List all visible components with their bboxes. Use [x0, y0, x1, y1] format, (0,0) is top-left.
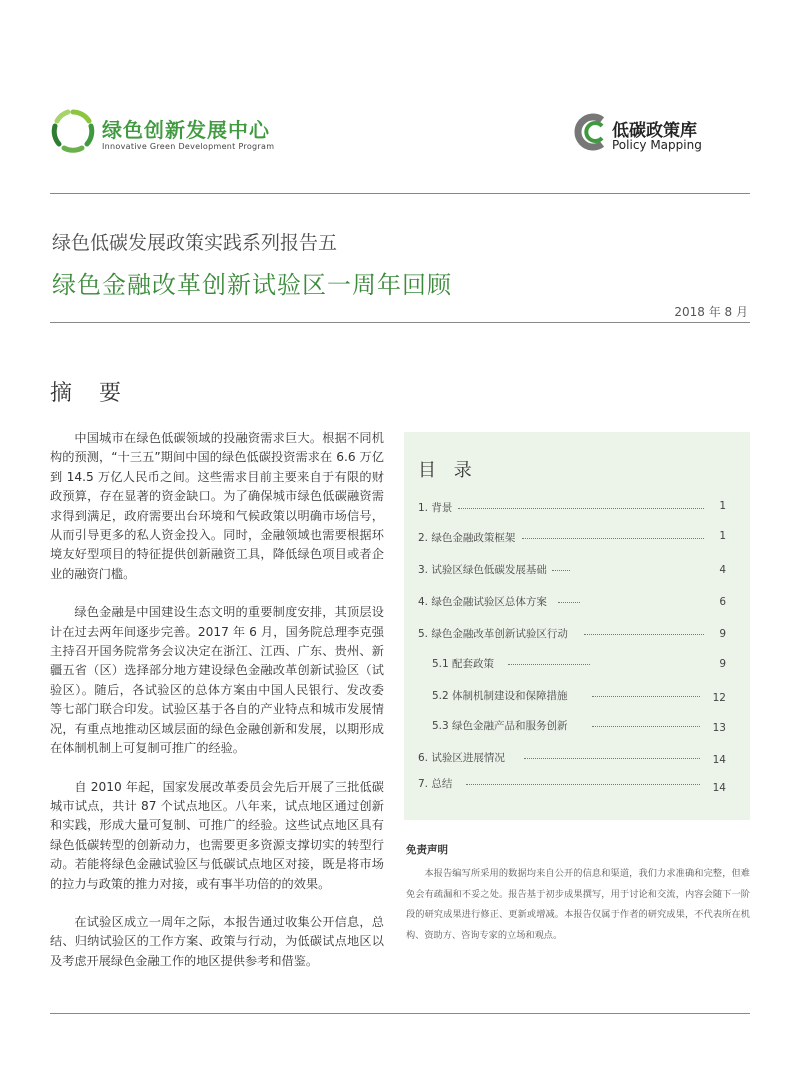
- toc-item[interactable]: [418, 718, 740, 734]
- abstract-body: [50, 429, 384, 990]
- toc-item-page: 4: [719, 564, 726, 576]
- toc-leader: [592, 726, 700, 727]
- toc-leader: [584, 634, 704, 635]
- brand-name-en: Policy Mapping: [612, 138, 702, 152]
- toc-item-label: 3. 试验区绿色低碳发展基础: [418, 562, 551, 577]
- brand-name-cn: 低碳政策库: [612, 121, 697, 141]
- toc-item-page: 14: [712, 782, 726, 794]
- toc-item-page: 1: [719, 530, 726, 542]
- toc-item-page: 13: [712, 722, 726, 734]
- org-name-cn: 绿色创新发展中心: [102, 118, 270, 142]
- toc-item-label: 5.2 体制机制建设和保障措施: [432, 688, 572, 703]
- org-logo-icon: [50, 108, 96, 154]
- footer-divider: [50, 1013, 750, 1014]
- policy-mapping-icon: [572, 112, 608, 152]
- disclaimer-text: 本报告编写所采用的数据均来自公开的信息和渠道，我们力求准确和完整，但难免会有疏漏和不妥之处。报告基于初步成果撰写，用于讨论和交流，内容会随下一阶段的研究成果进行修正、更新或增减。本报告仅属于作者的研究成果，不代表所在机构、资助方、咨询专家的立场和观点。: [406, 868, 750, 941]
- toc-item-label: 5.3 绿色金融产品和服务创新: [432, 718, 572, 733]
- toc-leader: [466, 784, 700, 785]
- table-of-contents: [404, 432, 750, 820]
- toc-leader: [552, 570, 570, 571]
- abstract-heading: 摘 要: [50, 381, 131, 406]
- toc-item-page: 12: [712, 692, 726, 704]
- toc-item-page: 9: [719, 628, 726, 640]
- main-title: 绿色金融改革创新试验区一周年回顾: [52, 271, 452, 299]
- toc-item-page: 6: [719, 596, 726, 608]
- org-logo: [50, 108, 290, 158]
- abstract-paragraph: 自 2010 年起，国家发展改革委员会先后开展了三批低碳城市试点，共计 87 个试点地区。八年来，试点地区通过创新和实践，形成大量可复制、可推广的经验。这些试点地区具有绿色低碳转型的创新动力，也需要更多资源支撑切实的转型行动。若能将绿色金融试验区与低碳试点地区对接，既是将市场的拉力与政策的推力对接，或有事半功倍的的效果。: [50, 779, 384, 891]
- report-date: 2018 年 8 月: [674, 305, 748, 319]
- toc-leader: [458, 508, 704, 509]
- toc-item[interactable]: [418, 594, 740, 610]
- toc-leader: [508, 664, 590, 665]
- toc-item[interactable]: [418, 776, 740, 792]
- toc-item-label: 1. 背景: [418, 500, 456, 515]
- title-divider: [50, 322, 750, 323]
- toc-item[interactable]: [418, 688, 740, 704]
- toc-item-page: 14: [712, 754, 726, 766]
- brand-logo: [572, 112, 752, 156]
- toc-item[interactable]: [418, 656, 740, 672]
- toc-leader: [592, 696, 700, 697]
- toc-item[interactable]: [418, 500, 740, 516]
- toc-leader: [558, 602, 580, 603]
- toc-title: 目 录: [418, 460, 478, 481]
- org-name-en: Innovative Green Development Program: [102, 142, 275, 151]
- abstract-paragraph: 在试验区成立一周年之际，本报告通过收集公开信息，总结、归纳试验区的工作方案、政策与行动，为低碳试点地区以及考虑开展绿色金融工作的地区提供参考和借鉴。: [50, 914, 384, 968]
- abstract-paragraph: 中国城市在绿色低碳领域的投融资需求巨大。根据不同机构的预测，“十三五”期间中国的绿色低碳投资需求在 6.6 万亿到 14.5 万亿人民币之间。这些需求目前主要来自于有限的财政预算，存在显著的资金缺口。为了确保城市绿色低碳融资需求得到满足，政府需要出台环境和气候政策以明确市场信号，从而引导更多的私人资金投入。同时，金融领域也需要根据环境友好型项目的特征提供创新融资工具，降低绿色项目或者企业的融资门槛。: [50, 431, 384, 581]
- series-title: 绿色低碳发展政策实践系列报告五: [52, 232, 338, 254]
- toc-item-label: 5.1 配套政策: [432, 656, 498, 671]
- toc-leader: [522, 538, 704, 539]
- toc-item[interactable]: [418, 530, 740, 546]
- toc-leader: [524, 758, 700, 759]
- toc-item-page: 1: [719, 500, 726, 512]
- toc-item-label: 7. 总结: [418, 776, 456, 791]
- disclaimer-heading: 免责声明: [406, 844, 448, 856]
- toc-item-label: 6. 试验区进展情况: [418, 750, 509, 765]
- header-divider: [50, 193, 750, 194]
- toc-item-label: 5. 绿色金融改革创新试验区行动: [418, 626, 572, 641]
- toc-item-label: 2. 绿色金融政策框架: [418, 530, 519, 545]
- toc-item[interactable]: [418, 750, 740, 766]
- toc-item[interactable]: [418, 562, 740, 578]
- toc-item-page: 9: [719, 658, 726, 670]
- toc-item[interactable]: [418, 626, 740, 642]
- toc-item-label: 4. 绿色金融试验区总体方案: [418, 594, 551, 609]
- abstract-paragraph: 绿色金融是中国建设生态文明的重要制度安排，其顶层设计在过去两年间逐步完善。2017 年 6 月，国务院总理李克强主持召开国务院常务会议决定在浙江、江西、广东、贵州、新疆五省（区）选择部分地方建设绿色金融改革创新试验区（试验区）。随后，各试验区的总体方案由中国人民银行、发改委等七部门联合印发。试验区基于各自的产业特点和城市发展情况，有重点地推动区域层面的绿色金融创新和发展，以期形成在体制机制上可复制可推广的经验。: [50, 605, 384, 756]
